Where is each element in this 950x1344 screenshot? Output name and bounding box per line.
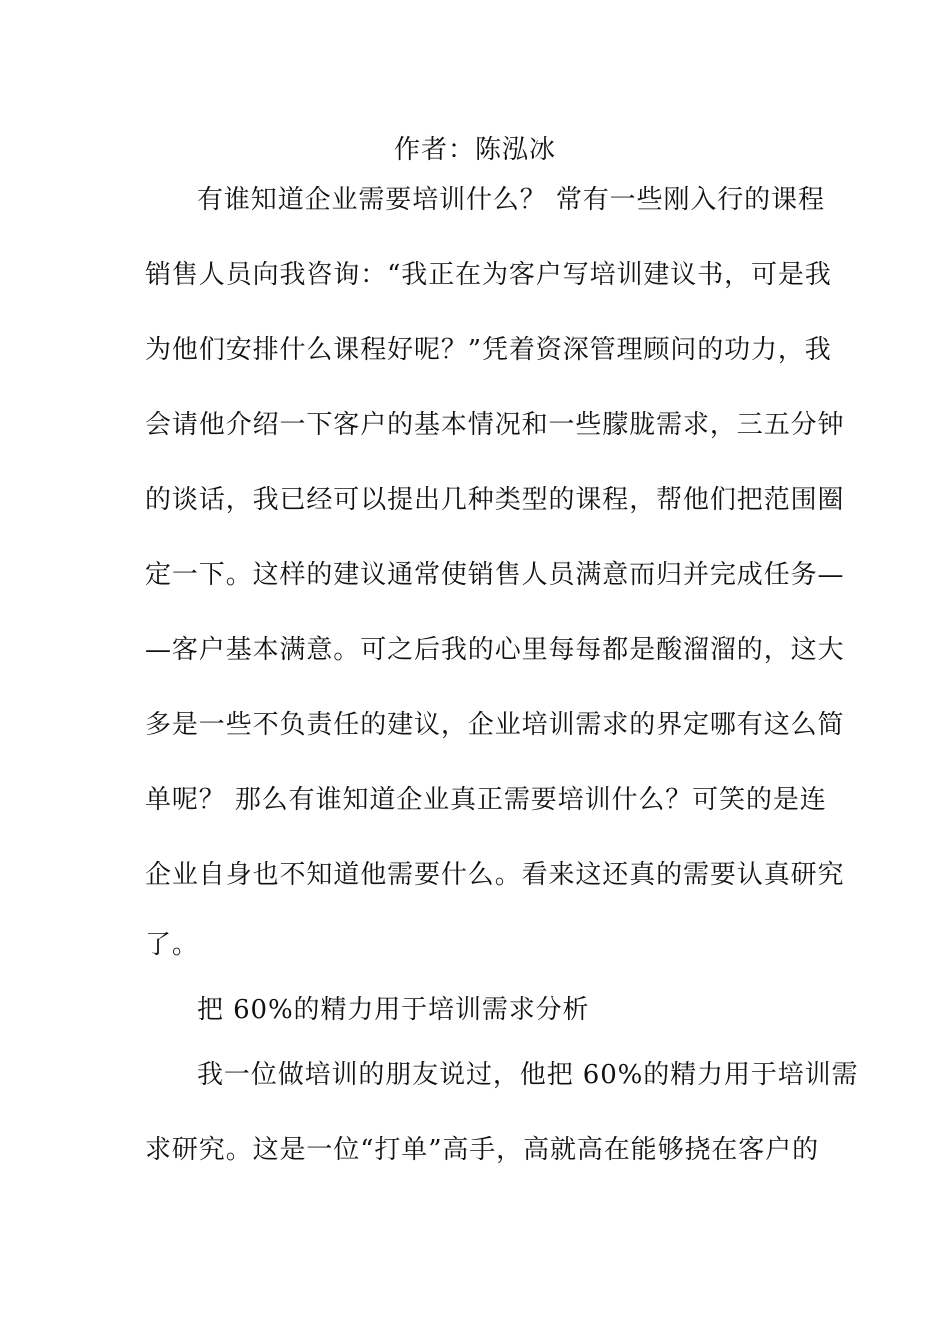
paragraph-1-line-8: 多是一些不负责任的建议，企业培训需求的界定哪有这么简 xyxy=(145,710,845,740)
author-line: 作者：陈泓冰 xyxy=(393,135,556,165)
paragraph-1-line-11: 了。 xyxy=(145,930,199,960)
paragraph-1-line-1: 有谁知道企业需要培训什么？ 常有一些刚入行的课程 xyxy=(197,185,825,215)
paragraph-1-line-6: 定一下。这样的建议通常使销售人员满意而归并完成任务— xyxy=(145,560,845,590)
paragraph-2-line-2: 求研究。这是一位“打单”高手，高就高在能够挠在客户的 xyxy=(145,1135,819,1165)
paragraph-1-line-10: 企业自身也不知道他需要什么。看来这还真的需要认真研究 xyxy=(145,860,845,890)
section-heading: 把 60%的精力用于培训需求分析 xyxy=(197,995,590,1025)
paragraph-1-line-3: 为他们安排什么课程好呢？”凭着资深管理顾问的功力，我 xyxy=(145,335,832,365)
paragraph-1-line-9: 单呢？ 那么有谁知道企业真正需要培训什么？可笑的是连 xyxy=(145,785,827,815)
paragraph-1-line-7: —客户基本满意。可之后我的心里每每都是酸溜溜的，这大 xyxy=(145,635,845,665)
paragraph-2-line-1: 我一位做培训的朋友说过，他把 60%的精力用于培训需 xyxy=(197,1060,859,1090)
paragraph-1-line-5: 的谈话，我已经可以提出几种类型的课程，帮他们把范围圈 xyxy=(145,485,845,515)
paragraph-1-line-4: 会请他介绍一下客户的基本情况和一些朦胧需求，三五分钟 xyxy=(145,410,845,440)
paragraph-1-line-2: 销售人员向我咨询：“我正在为客户写培训建议书，可是我 xyxy=(145,260,832,290)
